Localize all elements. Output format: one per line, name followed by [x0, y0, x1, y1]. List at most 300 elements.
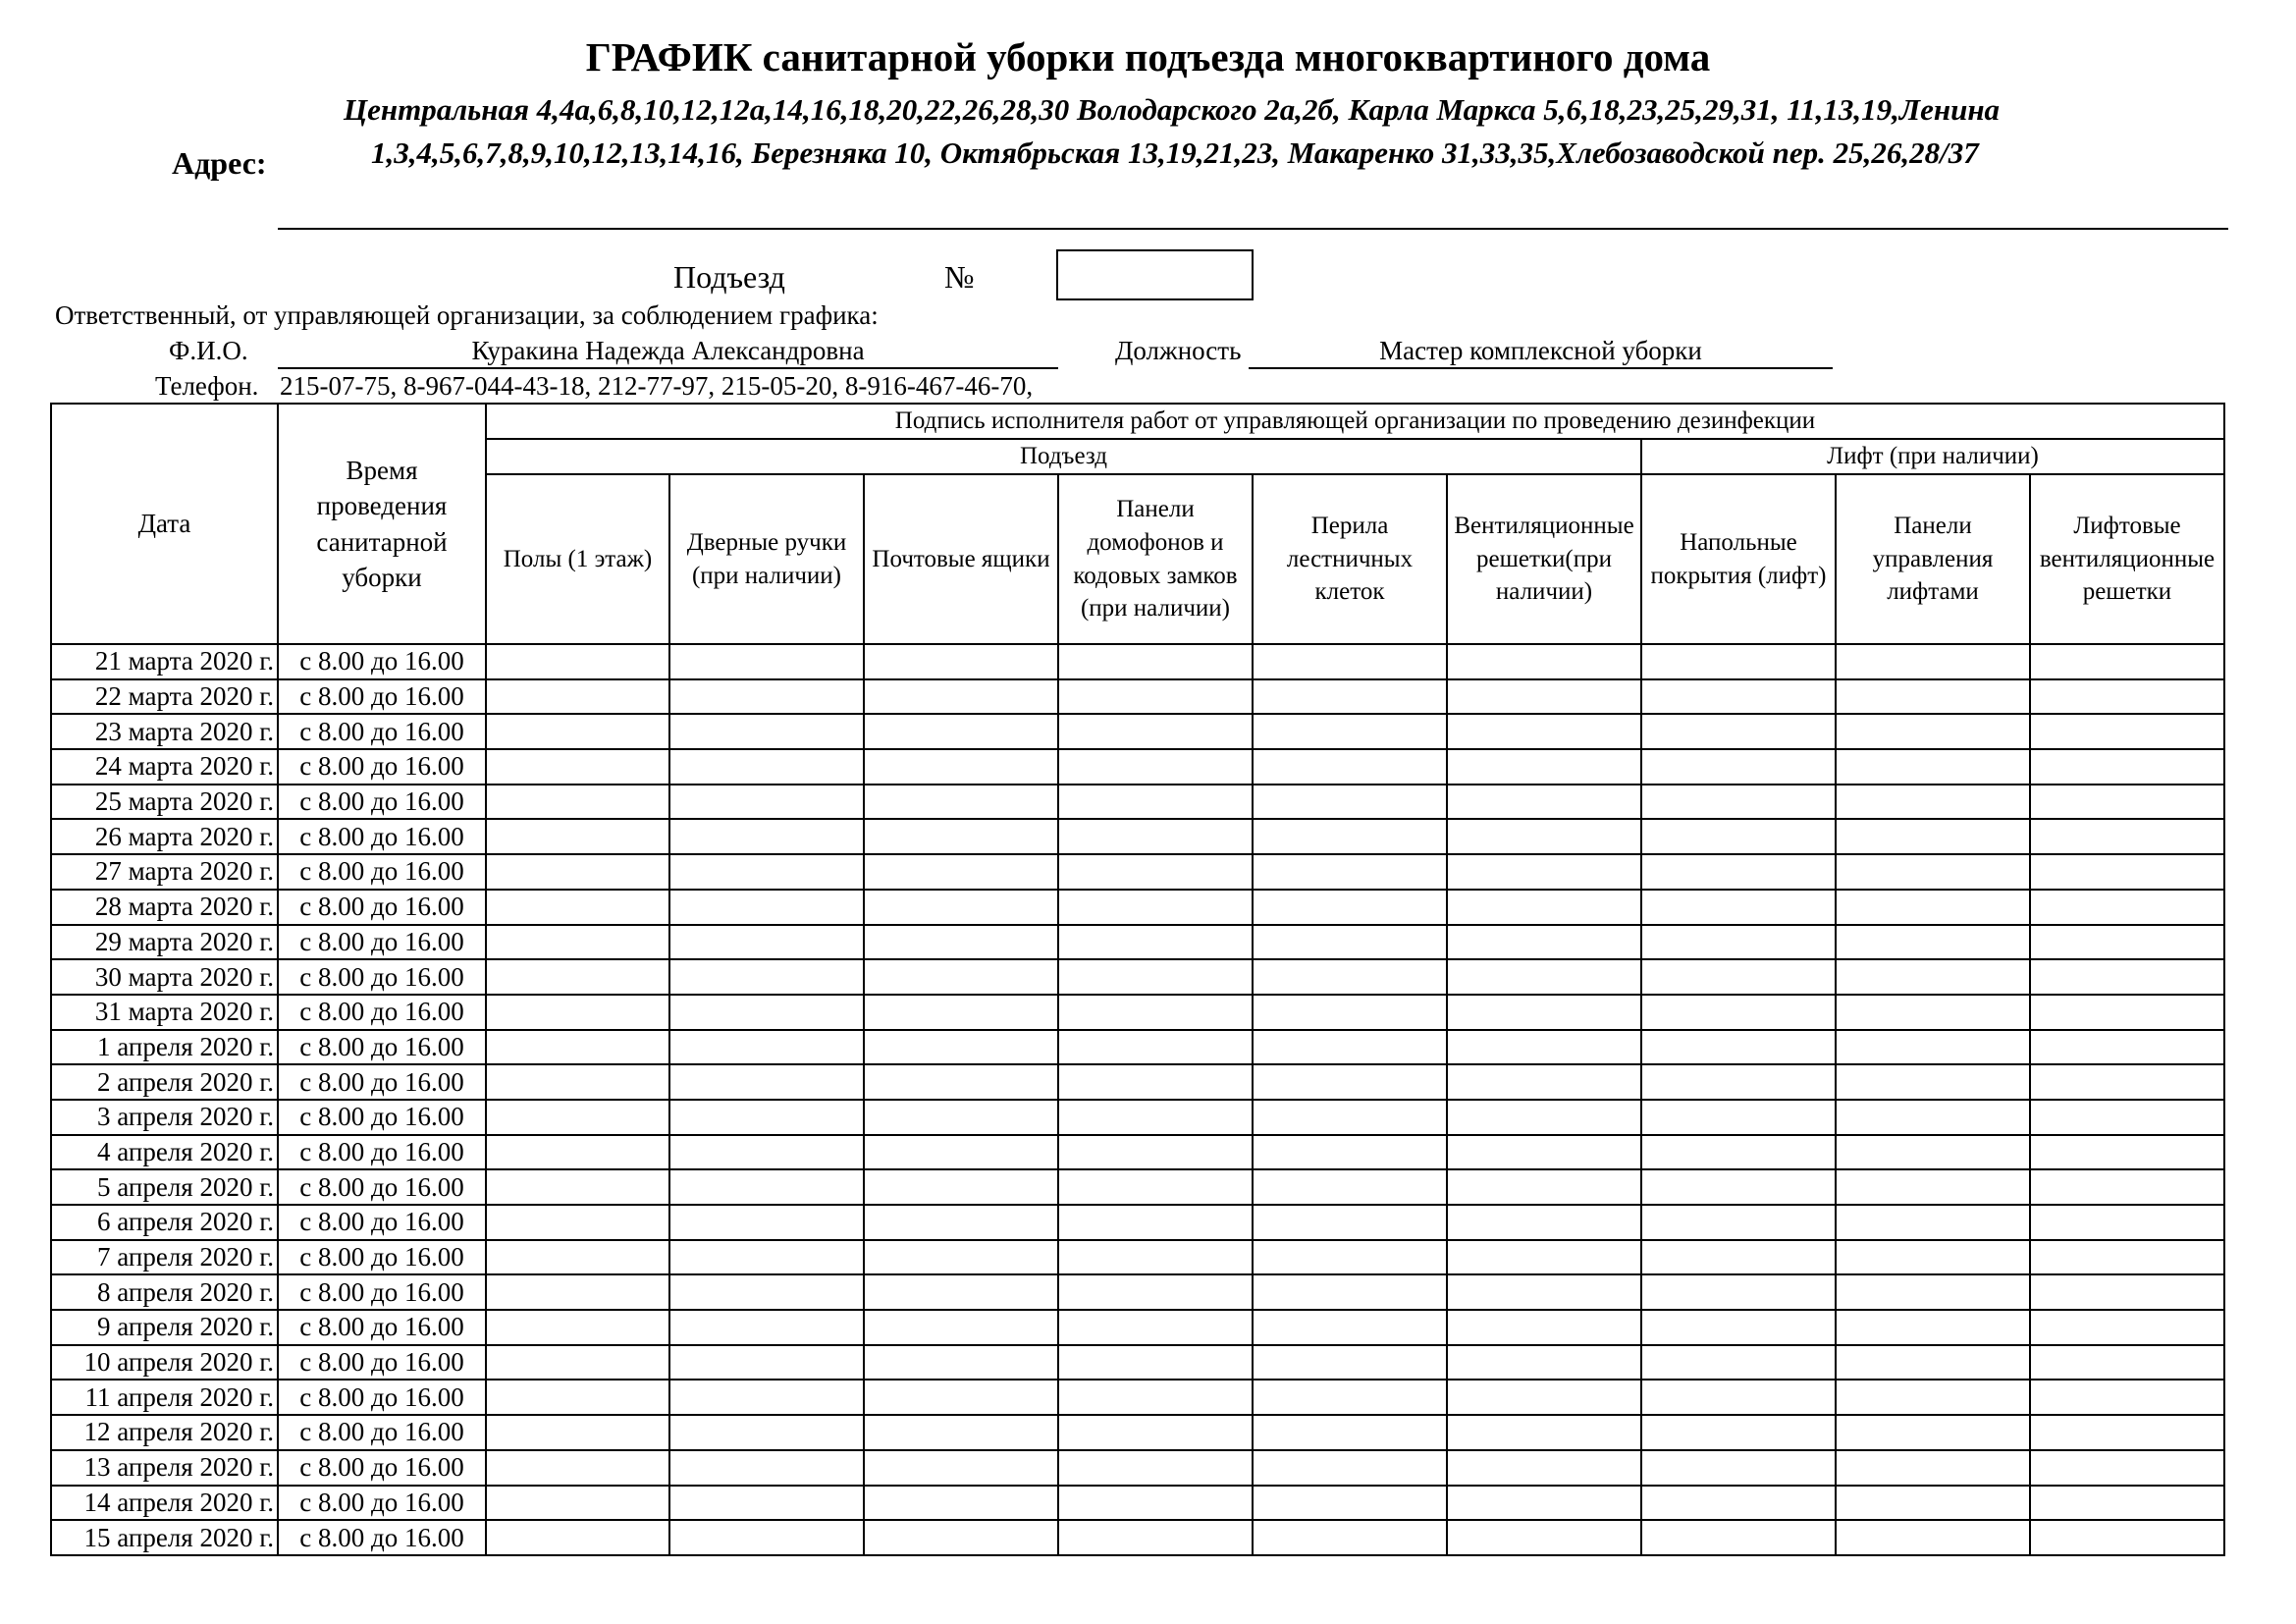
fio-value: Куракина Надежда Александровна — [278, 338, 1058, 369]
signature-cell[interactable] — [864, 854, 1058, 890]
signature-cell[interactable] — [1836, 819, 2030, 854]
table-row — [51, 1240, 2224, 1275]
signature-cell[interactable] — [1447, 925, 1641, 960]
signature-cell[interactable] — [1058, 1345, 1253, 1380]
table-row — [51, 644, 2224, 679]
signature-cell[interactable] — [1058, 1274, 1253, 1310]
row-date: 26 марта 2020 г. — [51, 819, 278, 854]
signature-cell[interactable] — [1641, 785, 1836, 820]
signature-cell[interactable] — [864, 1240, 1058, 1275]
signature-cell[interactable] — [2030, 714, 2224, 749]
signature-cell[interactable] — [1447, 1310, 1641, 1345]
address-label: Адрес: — [172, 145, 267, 181]
signature-cell[interactable] — [1447, 959, 1641, 995]
signature-cell[interactable] — [1447, 1380, 1641, 1415]
signature-cell[interactable] — [1641, 1345, 1836, 1380]
signature-cell[interactable] — [1253, 1030, 1447, 1065]
signature-cell[interactable] — [1641, 1205, 1836, 1240]
signature-cell[interactable] — [486, 1520, 669, 1555]
signature-cell[interactable] — [1836, 925, 2030, 960]
row-date: 30 марта 2020 г. — [51, 959, 278, 995]
signature-cell[interactable] — [669, 1450, 864, 1486]
signature-cell[interactable] — [669, 1274, 864, 1310]
signature-cell[interactable] — [1253, 925, 1447, 960]
row-time: с 8.00 до 16.00 — [278, 749, 486, 785]
signature-cell[interactable] — [864, 644, 1058, 679]
signature-cell[interactable] — [2030, 785, 2224, 820]
row-time: с 8.00 до 16.00 — [278, 1486, 486, 1521]
signature-cell[interactable] — [1447, 644, 1641, 679]
signature-cell[interactable] — [1836, 1380, 2030, 1415]
signature-cell[interactable] — [864, 959, 1058, 995]
signature-cell[interactable] — [669, 1486, 864, 1521]
signature-cell[interactable] — [1253, 1345, 1447, 1380]
signature-cell[interactable] — [1836, 1169, 2030, 1205]
signature-cell[interactable] — [1447, 714, 1641, 749]
signature-cell[interactable] — [1836, 995, 2030, 1030]
signature-cell[interactable] — [486, 1064, 669, 1100]
signature-cell[interactable] — [486, 1135, 669, 1170]
signature-cell[interactable] — [669, 714, 864, 749]
row-time: с 8.00 до 16.00 — [278, 1205, 486, 1240]
signature-cell[interactable] — [864, 1415, 1058, 1450]
row-time: с 8.00 до 16.00 — [278, 1030, 486, 1065]
table-row — [51, 1169, 2224, 1205]
signature-cell[interactable] — [864, 785, 1058, 820]
signature-cell[interactable] — [1253, 819, 1447, 854]
signature-cell[interactable] — [1447, 995, 1641, 1030]
signature-cell[interactable] — [669, 1520, 864, 1555]
table-row — [51, 995, 2224, 1030]
signature-cell[interactable] — [2030, 890, 2224, 925]
signature-cell[interactable] — [1253, 1415, 1447, 1450]
table-row — [51, 959, 2224, 995]
signature-cell[interactable] — [864, 749, 1058, 785]
signature-cell[interactable] — [669, 1135, 864, 1170]
signature-cell[interactable] — [486, 785, 669, 820]
signature-cell[interactable] — [1058, 749, 1253, 785]
address-underline — [278, 228, 2228, 230]
signature-cell[interactable] — [1641, 1450, 1836, 1486]
table-row — [51, 1450, 2224, 1486]
signature-cell[interactable] — [1836, 1240, 2030, 1275]
signature-cell[interactable] — [1836, 959, 2030, 995]
signature-cell[interactable] — [1058, 1205, 1253, 1240]
signature-cell[interactable] — [1836, 1274, 2030, 1310]
signature-cell[interactable] — [1641, 1169, 1836, 1205]
signature-cell[interactable] — [1058, 819, 1253, 854]
signature-cell[interactable] — [1058, 785, 1253, 820]
signature-cell[interactable] — [1836, 1415, 2030, 1450]
signature-cell[interactable] — [669, 785, 864, 820]
responsible-label: Ответственный, от управляющей организации, за соблюдением графика: — [55, 300, 879, 330]
table-row — [51, 1100, 2224, 1135]
signature-cell[interactable] — [1253, 1310, 1447, 1345]
signature-cell[interactable] — [1253, 1205, 1447, 1240]
signature-cell[interactable] — [669, 679, 864, 715]
signature-cell[interactable] — [1058, 1240, 1253, 1275]
signature-cell[interactable] — [669, 1415, 864, 1450]
header-signature-group: Подпись исполнителя работ от управляющей организации по проведению дезинфекции — [486, 404, 2224, 439]
signature-cell[interactable] — [864, 1030, 1058, 1065]
signature-cell[interactable] — [1058, 714, 1253, 749]
signature-cell[interactable] — [486, 890, 669, 925]
signature-cell[interactable] — [486, 644, 669, 679]
document-title: ГРАФИК санитарной уборки подъезда многоквартиного дома — [585, 34, 1711, 80]
header-lift-vents: Лифтовые вентиляционные решетки — [2030, 474, 2224, 644]
signature-cell[interactable] — [1836, 644, 2030, 679]
signature-cell[interactable] — [864, 925, 1058, 960]
signature-cell[interactable] — [1447, 1450, 1641, 1486]
row-date: 27 марта 2020 г. — [51, 854, 278, 890]
signature-cell[interactable] — [669, 644, 864, 679]
header-entrance-group: Подъезд — [486, 439, 1641, 474]
signature-cell[interactable] — [2030, 819, 2224, 854]
signature-cell[interactable] — [1836, 1450, 2030, 1486]
signature-cell[interactable] — [1447, 1240, 1641, 1275]
signature-cell[interactable] — [2030, 1486, 2224, 1521]
signature-cell[interactable] — [1641, 749, 1836, 785]
signature-cell[interactable] — [486, 1030, 669, 1065]
entrance-number-field[interactable] — [1056, 249, 1254, 300]
signature-cell[interactable] — [1641, 1064, 1836, 1100]
header-floors: Полы (1 этаж) — [486, 474, 669, 644]
signature-cell[interactable] — [1253, 1240, 1447, 1275]
signature-cell[interactable] — [864, 1274, 1058, 1310]
signature-cell[interactable] — [669, 1064, 864, 1100]
signature-cell[interactable] — [2030, 1064, 2224, 1100]
signature-cell[interactable] — [1641, 1380, 1836, 1415]
signature-cell[interactable] — [1641, 1030, 1836, 1065]
table-row — [51, 1486, 2224, 1521]
row-time: с 8.00 до 16.00 — [278, 714, 486, 749]
signature-cell[interactable] — [2030, 1100, 2224, 1135]
row-date: 10 апреля 2020 г. — [51, 1345, 278, 1380]
row-date: 13 апреля 2020 г. — [51, 1450, 278, 1486]
signature-cell[interactable] — [1836, 890, 2030, 925]
signature-cell[interactable] — [669, 1345, 864, 1380]
signature-cell[interactable] — [864, 1450, 1058, 1486]
row-time: с 8.00 до 16.00 — [278, 1064, 486, 1100]
signature-cell[interactable] — [1836, 1064, 2030, 1100]
signature-cell[interactable] — [2030, 1345, 2224, 1380]
signature-cell[interactable] — [1253, 890, 1447, 925]
position-value: Мастер комплексной уборки — [1249, 338, 1833, 369]
row-time: с 8.00 до 16.00 — [278, 1240, 486, 1275]
row-time: с 8.00 до 16.00 — [278, 1310, 486, 1345]
signature-cell[interactable] — [1447, 1205, 1641, 1240]
signature-cell[interactable] — [1058, 1100, 1253, 1135]
signature-cell[interactable] — [486, 1380, 669, 1415]
header-door-handles: Дверные ручки (при наличии) — [669, 474, 864, 644]
signature-cell[interactable] — [1447, 749, 1641, 785]
signature-cell[interactable] — [486, 819, 669, 854]
signature-cell[interactable] — [1058, 1135, 1253, 1170]
table-row — [51, 1380, 2224, 1415]
signature-cell[interactable] — [486, 1415, 669, 1450]
signature-cell[interactable] — [486, 1450, 669, 1486]
signature-cell[interactable] — [1253, 785, 1447, 820]
address-line-1: Центральная 4,4а,6,8,10,12,12а,14,16,18,20,22,26,28,30 Володарского 2а,2б, Карла Маркса 5,6,18,23,25,29,31, 11,13,19,Ленина — [344, 92, 2001, 127]
signature-cell[interactable] — [669, 1100, 864, 1135]
signature-cell[interactable] — [1641, 1100, 1836, 1135]
signature-cell[interactable] — [1253, 749, 1447, 785]
signature-cell[interactable] — [1253, 1064, 1447, 1100]
table-row — [51, 890, 2224, 925]
signature-cell[interactable] — [1058, 679, 1253, 715]
phone-value: 215-07-75, 8-967-044-43-18, 212-77-97, 215-05-20, 8-916-467-46-70, — [280, 371, 1034, 401]
signature-cell[interactable] — [1253, 995, 1447, 1030]
signature-cell[interactable] — [1253, 1450, 1447, 1486]
signature-cell[interactable] — [1253, 644, 1447, 679]
signature-cell[interactable] — [486, 1345, 669, 1380]
signature-cell[interactable] — [1836, 1135, 2030, 1170]
signature-cell[interactable] — [1836, 1030, 2030, 1065]
signature-cell[interactable] — [1253, 1135, 1447, 1170]
row-time: с 8.00 до 16.00 — [278, 1345, 486, 1380]
signature-cell[interactable] — [669, 959, 864, 995]
table-row — [51, 1030, 2224, 1065]
signature-cell[interactable] — [669, 1310, 864, 1345]
signature-cell[interactable] — [864, 1135, 1058, 1170]
signature-cell[interactable] — [1836, 785, 2030, 820]
signature-cell[interactable] — [1641, 1310, 1836, 1345]
signature-cell[interactable] — [1641, 1415, 1836, 1450]
signature-cell[interactable] — [2030, 679, 2224, 715]
signature-cell[interactable] — [1447, 1415, 1641, 1450]
signature-cell[interactable] — [1058, 1030, 1253, 1065]
signature-cell[interactable] — [1641, 644, 1836, 679]
signature-cell[interactable] — [1447, 1486, 1641, 1521]
row-date: 25 марта 2020 г. — [51, 785, 278, 820]
row-date: 9 апреля 2020 г. — [51, 1310, 278, 1345]
table-row — [51, 1274, 2224, 1310]
signature-cell[interactable] — [486, 1486, 669, 1521]
signature-cell[interactable] — [1253, 1169, 1447, 1205]
signature-cell[interactable] — [2030, 995, 2224, 1030]
signature-cell[interactable] — [2030, 1240, 2224, 1275]
signature-cell[interactable] — [486, 1205, 669, 1240]
row-time: с 8.00 до 16.00 — [278, 890, 486, 925]
signature-cell[interactable] — [486, 925, 669, 960]
signature-cell[interactable] — [864, 1064, 1058, 1100]
signature-cell[interactable] — [669, 925, 864, 960]
signature-cell[interactable] — [669, 1169, 864, 1205]
signature-cell[interactable] — [864, 1520, 1058, 1555]
signature-cell[interactable] — [2030, 644, 2224, 679]
row-time: с 8.00 до 16.00 — [278, 1520, 486, 1555]
signature-cell[interactable] — [486, 1240, 669, 1275]
signature-cell[interactable] — [864, 714, 1058, 749]
signature-cell[interactable] — [1641, 890, 1836, 925]
signature-cell[interactable] — [1836, 714, 2030, 749]
signature-cell[interactable] — [1641, 1486, 1836, 1521]
signature-cell[interactable] — [1058, 959, 1253, 995]
signature-cell[interactable] — [864, 1380, 1058, 1415]
signature-cell[interactable] — [864, 819, 1058, 854]
header-lift-panels: Панели управления лифтами — [1836, 474, 2030, 644]
header-intercom-panels: Панели домофонов и кодовых замков (при наличии) — [1058, 474, 1253, 644]
signature-cell[interactable] — [1447, 679, 1641, 715]
signature-cell[interactable] — [2030, 1310, 2224, 1345]
signature-cell[interactable] — [1447, 1345, 1641, 1380]
signature-cell[interactable] — [2030, 749, 2224, 785]
signature-cell[interactable] — [1641, 959, 1836, 995]
signature-cell[interactable] — [864, 1310, 1058, 1345]
signature-cell[interactable] — [1058, 925, 1253, 960]
signature-cell[interactable] — [864, 1486, 1058, 1521]
signature-cell[interactable] — [669, 1030, 864, 1065]
signature-cell[interactable] — [1447, 1520, 1641, 1555]
signature-cell[interactable] — [486, 995, 669, 1030]
signature-cell[interactable] — [864, 995, 1058, 1030]
signature-cell[interactable] — [1836, 1100, 2030, 1135]
signature-cell[interactable] — [1447, 890, 1641, 925]
signature-cell[interactable] — [1058, 854, 1253, 890]
signature-cell[interactable] — [1836, 1345, 2030, 1380]
signature-cell[interactable] — [1058, 995, 1253, 1030]
signature-cell[interactable] — [864, 1169, 1058, 1205]
signature-cell[interactable] — [1641, 1240, 1836, 1275]
signature-cell[interactable] — [1641, 714, 1836, 749]
signature-cell[interactable] — [1253, 1100, 1447, 1135]
signature-cell[interactable] — [669, 1205, 864, 1240]
signature-cell[interactable] — [669, 749, 864, 785]
signature-cell[interactable] — [1058, 1380, 1253, 1415]
row-time: с 8.00 до 16.00 — [278, 785, 486, 820]
signature-cell[interactable] — [864, 1100, 1058, 1135]
table-row — [51, 1520, 2224, 1555]
table-row — [51, 1135, 2224, 1170]
signature-cell[interactable] — [2030, 925, 2224, 960]
table-row — [51, 749, 2224, 785]
signature-cell[interactable] — [1253, 714, 1447, 749]
signature-cell[interactable] — [1447, 1135, 1641, 1170]
signature-cell[interactable] — [2030, 1415, 2224, 1450]
signature-cell[interactable] — [1641, 819, 1836, 854]
row-date: 22 марта 2020 г. — [51, 679, 278, 715]
signature-cell[interactable] — [1641, 925, 1836, 960]
signature-cell[interactable] — [669, 854, 864, 890]
signature-cell[interactable] — [1058, 1520, 1253, 1555]
row-date: 3 апреля 2020 г. — [51, 1100, 278, 1135]
signature-cell[interactable] — [1641, 854, 1836, 890]
signature-cell[interactable] — [1253, 1486, 1447, 1521]
signature-cell[interactable] — [1253, 854, 1447, 890]
signature-cell[interactable] — [1836, 1205, 2030, 1240]
entrance-number-label: № — [944, 259, 975, 295]
signature-cell[interactable] — [1253, 959, 1447, 995]
signature-cell[interactable] — [669, 890, 864, 925]
signature-cell[interactable] — [669, 819, 864, 854]
signature-cell[interactable] — [669, 1380, 864, 1415]
signature-cell[interactable] — [1447, 1030, 1641, 1065]
signature-cell[interactable] — [2030, 1520, 2224, 1555]
signature-cell[interactable] — [1447, 1169, 1641, 1205]
signature-cell[interactable] — [486, 1100, 669, 1135]
signature-cell[interactable] — [1447, 854, 1641, 890]
signature-cell[interactable] — [486, 854, 669, 890]
row-date: 15 апреля 2020 г. — [51, 1520, 278, 1555]
signature-cell[interactable] — [1641, 679, 1836, 715]
signature-cell[interactable] — [2030, 1135, 2224, 1170]
signature-cell[interactable] — [2030, 959, 2224, 995]
signature-cell[interactable] — [486, 959, 669, 995]
signature-cell[interactable] — [2030, 1380, 2224, 1415]
signature-cell[interactable] — [1447, 1274, 1641, 1310]
signature-cell[interactable] — [1253, 1380, 1447, 1415]
signature-cell[interactable] — [669, 1240, 864, 1275]
signature-cell[interactable] — [2030, 1169, 2224, 1205]
row-date: 21 марта 2020 г. — [51, 644, 278, 679]
row-time: с 8.00 до 16.00 — [278, 1135, 486, 1170]
signature-cell[interactable] — [486, 679, 669, 715]
signature-cell[interactable] — [1058, 1169, 1253, 1205]
signature-cell[interactable] — [1836, 1486, 2030, 1521]
signature-cell[interactable] — [864, 890, 1058, 925]
schedule-table-header — [51, 404, 2224, 644]
signature-cell[interactable] — [2030, 1205, 2224, 1240]
signature-cell[interactable] — [1447, 785, 1641, 820]
signature-cell[interactable] — [864, 679, 1058, 715]
table-row — [51, 679, 2224, 715]
signature-cell[interactable] — [1836, 854, 2030, 890]
signature-cell[interactable] — [669, 995, 864, 1030]
signature-cell[interactable] — [2030, 1450, 2224, 1486]
row-date: 14 апреля 2020 г. — [51, 1486, 278, 1521]
signature-cell[interactable] — [1641, 1274, 1836, 1310]
signature-cell[interactable] — [1836, 1310, 2030, 1345]
signature-cell[interactable] — [486, 749, 669, 785]
signature-cell[interactable] — [486, 1274, 669, 1310]
signature-cell[interactable] — [1058, 1450, 1253, 1486]
signature-cell[interactable] — [1447, 1064, 1641, 1100]
signature-cell[interactable] — [2030, 854, 2224, 890]
signature-cell[interactable] — [2030, 1030, 2224, 1065]
signature-cell[interactable] — [1641, 995, 1836, 1030]
signature-cell[interactable] — [1641, 1135, 1836, 1170]
signature-cell[interactable] — [1253, 1274, 1447, 1310]
signature-cell[interactable] — [1058, 1415, 1253, 1450]
signature-cell[interactable] — [864, 1345, 1058, 1380]
row-time: с 8.00 до 16.00 — [278, 995, 486, 1030]
signature-cell[interactable] — [1058, 644, 1253, 679]
signature-cell[interactable] — [1058, 890, 1253, 925]
signature-cell[interactable] — [486, 1169, 669, 1205]
signature-cell[interactable] — [864, 1205, 1058, 1240]
row-date: 12 апреля 2020 г. — [51, 1415, 278, 1450]
signature-cell[interactable] — [1447, 819, 1641, 854]
signature-cell[interactable] — [486, 1310, 669, 1345]
signature-cell[interactable] — [1058, 1310, 1253, 1345]
signature-cell[interactable] — [1836, 749, 2030, 785]
table-row — [51, 1205, 2224, 1240]
signature-cell[interactable] — [2030, 1274, 2224, 1310]
signature-cell[interactable] — [1641, 1520, 1836, 1555]
signature-cell[interactable] — [1447, 1100, 1641, 1135]
row-date: 11 апреля 2020 г. — [51, 1380, 278, 1415]
signature-cell[interactable] — [1058, 1486, 1253, 1521]
signature-cell[interactable] — [1836, 1520, 2030, 1555]
signature-cell[interactable] — [1253, 1520, 1447, 1555]
row-date: 5 апреля 2020 г. — [51, 1169, 278, 1205]
signature-cell[interactable] — [486, 714, 669, 749]
row-time: с 8.00 до 16.00 — [278, 1415, 486, 1450]
signature-cell[interactable] — [1058, 1064, 1253, 1100]
row-time: с 8.00 до 16.00 — [278, 679, 486, 715]
signature-cell[interactable] — [1836, 679, 2030, 715]
signature-cell[interactable] — [1253, 679, 1447, 715]
